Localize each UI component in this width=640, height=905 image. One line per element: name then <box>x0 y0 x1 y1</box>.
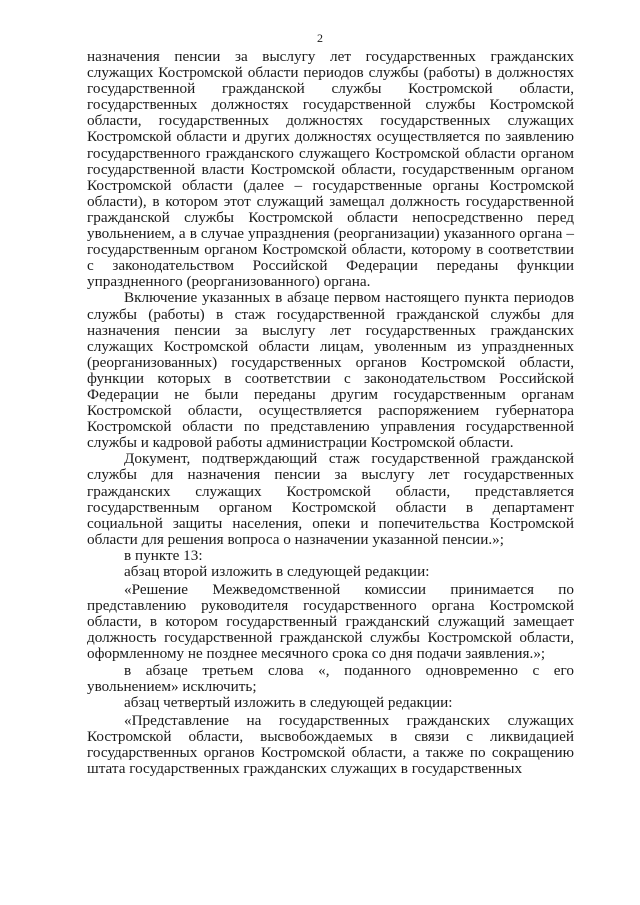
paragraph-continuation: назначения пенсии за выслугу лет государственных гражданских служащих Костромской области периодов службы (работы) в должностях государственной гражданской службы Костромской области, государственных должностях государственной службы Костромской области, государственных должностях государственных служащих Костромской области и других должностях осуществляется по заявлению государственного гражданского служащего Костромской области органом государственной власти Костромской области, государственным органом Костромской области (далее – государственные органы Костромской области), в котором этот служащий замещал должность государственной гражданской службы Костромской области непосредственно перед увольнением, а в случае упразднения (реорганизации) указанного органа – государственным органом Костромской области, которому в соответствии с законодательством Российской Федерации переданы функции упраздненного (реорганизованного) органа. <box>87 48 574 291</box>
paragraph-second-abzac: абзац второй изложить в следующей редакции: <box>124 563 430 580</box>
paragraph-confirming-document: Документ, подтверждающий стаж государственной гражданской службы для назначения пенсии за выслугу лет государственных гражданских служащих Костромской области, представляется государственным органом Костромской области в департамент социальной защиты населения, опеки и попечительства Костромской области для решения вопроса о назначении указанной пенсии.»; <box>87 450 574 548</box>
paragraph-submission: «Представление на государственных гражданских служащих Костромской области, высвобождаемых в связи с ликвидацией государственных органов Костромской области, а также по сокращению штата государственных гражданских служащих в государственных <box>87 711 574 778</box>
page-number: 2 <box>317 31 323 45</box>
paragraph-third-abzac: в абзаце третьем слова «, поданного одновременно с его увольнением» исключить; <box>87 661 574 695</box>
document-body <box>87 49 574 777</box>
paragraph-inclusion-periods: Включение указанных в абзаце первом настоящего пункта периодов службы (работы) в стаж государственной гражданской службы для назначения пенсии за выслугу лет государственных гражданских служащих Костромской области лицам, уволенным из упраздненных (реорганизованных) государственных органов Костромской области, функции которых в соответствии с законодательством Российской Федерации не были переданы другим государственным органам Костромской области, осуществляется распоряжением губернатора Костромской области по представлению управления государственной службы и кадровой работы администрации Костромской области. <box>87 289 574 452</box>
paragraph-point-13: в пункте 13: <box>124 546 203 564</box>
paragraph-fourth-abzac: абзац четвертый изложить в следующей редакции: <box>124 693 453 711</box>
paragraph-commission-decision: «Решение Межведомственной комиссии принимается по представлению руководителя государственного органа Костромской области, в котором государственный гражданский служащий замещает должность государственной гражданской службы Костромской области, оформленному не позднее месячного срока со дня подачи заявления.»; <box>87 581 574 663</box>
